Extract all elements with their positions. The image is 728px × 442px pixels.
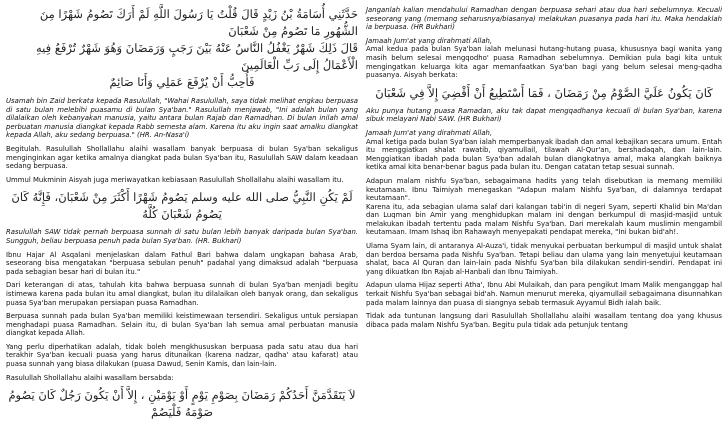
arabic-line: قَالَ ذَلِكَ شَهْرٌ يَغْفُلُ النَّاسُ عَنْهُ بَيْنَ رَجَبٍ وَرَمَضَانَ وَهُوَ شَهْرٌ تُرْفَعُ فِيهِ الْأَعْمَالُ إِلَى رَبِّ الْعَالَمِينَ [35,41,358,72]
paragraph: Ummul Mukminin Aisyah juga meriwayatkan kebiasaan Rasulullah Shollallahu alaihi wasallam itu. [6,175,344,184]
arabic-hadith-4: كَانَ يَكُونُ عَلَيَّ الصَّوْمُ مِنْ رَمَضَانَ ، فَمَا أَسْتَطِيعُ أَنْ أَقْضِيَ إِلاَّ فِي شَعْبَانَ [375,85,713,100]
arabic-line: فَأُحِبُّ أَنْ يُرْفَعَ عَمَلِي وَأَنَا صَائِمٌ [109,75,255,89]
paragraph: Dari keterangan di atas, tahulah kita bahwa berpuasa sunnah di bulan Sya'ban menjadi begitu istimewa karena pada bulan itu amal diangkat, bulan itu dilalaikan oleh banyak orang, dan sekaligus puasa Sya'ban merupakan persiapan puasa Ramadhan. [6,281,358,307]
paragraph: Amal ketiga pada bulan Sya'ban ialah memperbanyak ibadah dan amal kebajikan secara umum. Entah itu menggiatkan shalat rawatib, qiyamullail, tilawah Al-Qur'an, bershadaqah, dan lain-lain. Menggiatkan ibadah pada bulan Sya'ban adalah bulan diangkatnya amal, maka alangkah baiknya ketika amal kita benar-benar bagus pada bulan itu. Dengan catatan tetap sesuai sunnah. [366,137,722,172]
paragraph: Adapun ulama Hijaz seperti Atha', Ibnu Abi Mulaikah, dan para pengikut Imam Malik menganggap hal terkait Nishfu Sya'ban sebagai bid'ah. Namun menurut mereka, qiyamullail sebagaimana disunnahkan pada malam lainnya dan puasa di siangnya sebab termasuk Ayyamul Bidh ialah baik. [366,281,722,307]
arabic-hadith-1 [6,6,358,91]
arabic-hadith-2: لَمْ يَكُنِ النَّبِيُّ صلى الله عليه وسلم يَصُومُ شَهْرًا أَكْثَرَ مِنْ شَعْبَانَ، فَإِنَّهُ كَانَ يَصُومُ شَعْبَانَ كُلَّهُ [11,190,353,222]
hadith-translation: Rasulullah SAW tidak pernah berpuasa sunnah di satu bulan lebih banyak daripada bulan Sya'ban. Sungguh, beliau berpuasa penuh pada bulan Sya'ban. (HR. Bukhari) [6,228,358,245]
paragraph: Yang perlu diperhatikan adalah, tidak boleh mengkhususkan berpuasa pada satu atau dua hari terakhir Sya'ban kecuali puasa yang harus ditunaikan (karena nadzar, qadha' atau kafarat) atau puasa sunnah yang biasa dilakukan (puasa Dawud, Senin Kamis, dan lain-lain. [6,342,358,369]
paragraph: Amal kedua pada bulan Sya'ban ialah melunasi hutang-hutang puasa, khususnya bagi wanita yang masih belum selesai mengqodho' puasa Ramadhan sebelumnya. Demikian pula bagi kita untuk mengingatkan keluarga kita agar memanfaatkan Sya'ban bagi yang belum selesai meng-qadha puasanya. Aisyah berkata: [366,45,722,80]
paragraph: Begitulah. Rasulullah Shollallahu alaihi wasallam banyak berpuasa di bulan Sya'ban sekaligus menginginkan agar ketika amalnya diangkat pada bulan Sya'ban itu, Rasulullah SAW dalam keadaan sedang berpuasa. [6,144,358,171]
arabic-line: حَدَّثَنِي أُسَامَةُ بْنُ زَيْدٍ قَالَ قُلْتُ يَا رَسُولَ اللَّهِ لَمْ أَرَكَ تَصُومُ شَهْرًا مِنَ الشُّهُورِ مَا تَصُومُ مِنْ شَعْبَانَ [39,7,358,38]
address-heading: Jamaah Jum'at yang dirahmati Allah, [366,128,493,137]
paragraph: Ulama Syam lain, di antaranya Al-Auza'i, tidak menyukai perbuatan berkumpul di masjid untuk shalat dan berdoa bersama pada Nishfu Sya'ban. Tetapi beliau dan ulama yang lain menyetujui keutamaan shalat, baca Al Quran dan lain-lain pada Nishfu Sya'ban bila dilakukan sendiri-sendiri. Pendapat ini yang dikuatkan Ibn Rajab al-Hanbali dan Ibnu Taimiyah. [366,242,722,276]
paragraph: Berpuasa sunnah pada bulan Sya'ban memiliki keistimewaan tersendiri. Sekaligus untuk persiapan menghadapi puasa Ramadhan. Selain itu, di bulan Sya'ban lah semua amal perbuatan manusia diangkat kepada Allah. [6,312,358,338]
hadith-translation: Janganlah kalian mendahului Ramadhan dengan berpuasa sehari atau dua hari sebelumnya. Kecuali seseorang yang (memang seharusnya/biasanya) melakukan puasanya pada hari itu. Maka hendaklah ia berpuasa. (HR Bukhari) [366,6,722,32]
right-column [366,6,722,334]
arabic-hadith-3: لاَ يَتَقَدَّمَنَّ أَحَدُكُمْ رَمَضَانَ بِصَوْمِ يَوْمٍ أَوْ يَوْمَيْنِ ، إِلاَّ أَنْ يَكُونَ رَجُلٌ كَانَ يَصُومُ صَوْمَهُ فَلْيَصُمْ [8,388,356,420]
left-column [6,6,358,426]
address-heading: Jamaah Jum'at yang dirahmati Allah, [366,36,493,45]
paragraph: Karena itu, ada sebagian ulama salaf dari kalangan tabi'in di negeri Syam, seperti Khalid bin Ma'dan dan Luqman bin Amir yang menghidupkan malam ini dengan berkumpul di masjid-masjid untuk melakukan ibadah tertentu pada malam Nishfu Sya'ban. Dari merekalah kaum muslimin mengambil keutamaan. Imam Ishaq ibn Rahawayh menyepakati pendapat mereka, "Ini bukan bid'ah!. [366,202,722,237]
paragraph: Rasulullah Shollallahu alaihi wasallam bersabda: [6,373,174,382]
hadith-translation: Aku punya hutang puasa Ramadan, aku tak dapat mengqadhanya kecuali di bulan Sya'ban, karena sibuk melayani Nabi SAW. (HR Bukhari) [366,106,722,124]
hadith-translation: Usamah bin Zaid berkata kepada Rasulullah, "Wahai Rasulullah, saya tidak melihat engkau berpuasa di satu bulan melebihi puasamu di bulan Sya'ban." Rasulullah menjawab, "Ini adalah bulan yang dilalaikan oleh kebanyakan manusia, yaitu antara bulan Rajab dan Ramadhan. Di bulan inilah amal perbuatan manusia diangkat kepada Rabb semesta alam. Karena itu aku ingin saat amalku diangkat kepada Allah, aku sedang berpuasa." (HR. An-Nasa'i) [6,97,358,140]
paragraph: Adapun malam nishfu Sya'ban, sebagaimana hadits yang telah disebutkan ia memang memiliki keutamaan. Ibnu Taimiyah menegaskan "Adapun malam Nishfu Sya'ban, di dalamnya terdapat keutamaan". [366,176,722,203]
paragraph: Ibnu Hajar Al Asqalani menjelaskan dalam Fathul Bari bahwa dalam ungkapan bahasa Arab, seseorang bisa mengatakan "berpuasa sebulan penuh" padahal yang dimaksud adalah "berpuasa pada sebagian besar hari di bulan itu." [6,250,358,276]
paragraph: Tidak ada tuntunan langsung dari Rasulullah Shollallahu alaihi wasallam tentang doa yang khusus dibaca pada malam Nishfu Sya'ban. Begitu pula tidak ada petunjuk tentang [366,312,722,329]
